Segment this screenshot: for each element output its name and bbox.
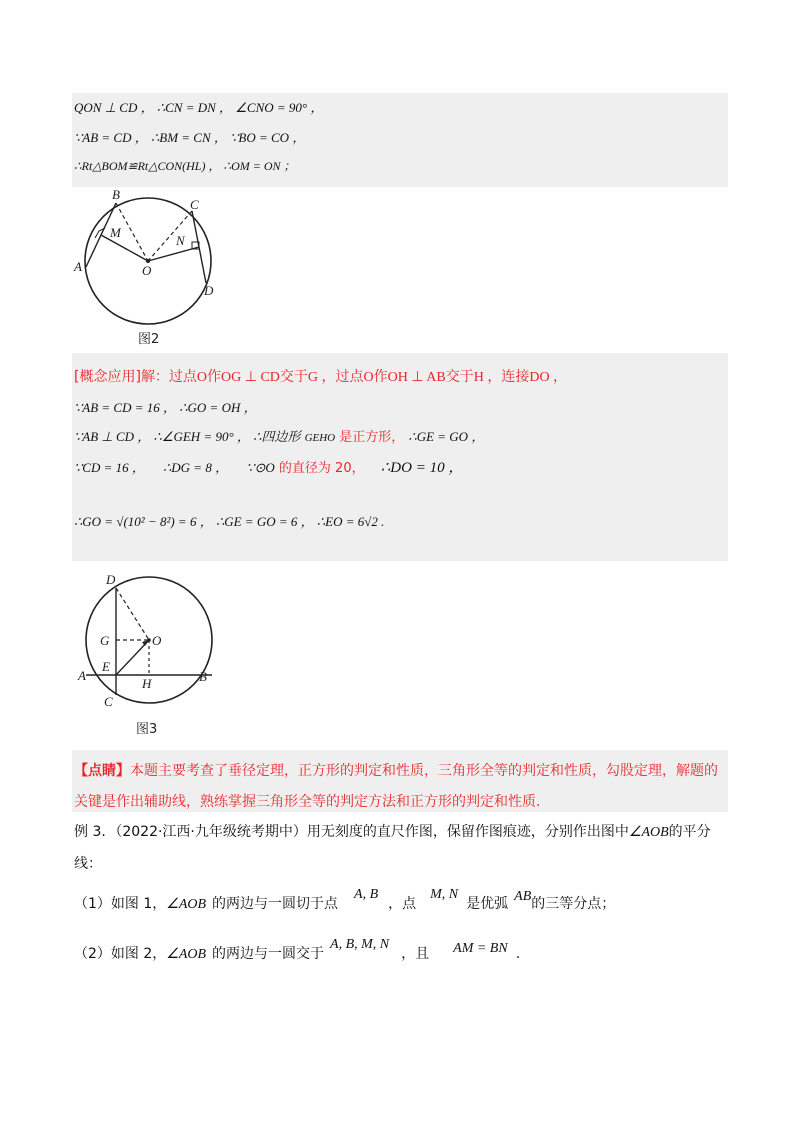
application-line-3 xyxy=(74,426,484,445)
fig2-label-O: O xyxy=(142,263,152,278)
solution-line-1: QON ⊥ CD ， ∴CN = DN ， ∠CNO = 90° ， xyxy=(74,100,324,115)
comment-text-1: 本题主要考查了垂径定理，正方形的判定和性质，三角形全等的判定和性质，勾股定理，解题的 xyxy=(130,763,718,779)
ex3-tail: 的平分 xyxy=(668,824,711,840)
fig2-label-B: B xyxy=(112,187,120,202)
app4-b: ∴DG = 8 ， xyxy=(163,460,229,475)
fig3-label-O: O xyxy=(152,633,162,648)
item1-points-ab: A, B xyxy=(354,887,379,902)
figure-3 xyxy=(72,561,218,743)
item2-angle: ∠AOB xyxy=(166,947,207,962)
item1-prefix: （1）如图 1， xyxy=(74,896,167,912)
item2-period: . xyxy=(515,946,521,962)
ex3-angle: ∠AOB xyxy=(628,825,669,840)
comment-line-1 xyxy=(74,760,718,780)
item2-prefix: （2）如图 2， xyxy=(74,946,167,962)
item1-arc: AB xyxy=(514,889,532,904)
app4-a: ∵CD = 16 ， xyxy=(74,460,145,475)
fig3-caption: 图3 xyxy=(136,722,158,737)
fig2-caption: 图2 xyxy=(138,332,160,347)
figure-2 xyxy=(72,187,224,353)
fig3-label-E: E xyxy=(102,659,110,674)
fig3-label-G: G xyxy=(100,633,110,648)
item1-angle: ∠AOB xyxy=(166,897,207,912)
application-line-4 xyxy=(74,456,463,477)
app3-end: ∴GE = GO ， xyxy=(408,429,485,444)
fig3-label-A: A xyxy=(78,668,86,683)
item2-equation: AM = BN xyxy=(453,941,508,956)
item1-text-b: 的两边与一圆切于点 xyxy=(212,896,339,912)
application-line-5: ∴GO = √(10² − 8²) = 6 ， ∴GE = GO = 6 ， ∴EO = 6√2 . xyxy=(74,514,385,529)
app4-red: 的直径为 20， xyxy=(278,461,365,476)
solution-line-3: ∴Rt△BOM≌Rt△CON(HL) ， ∴OM = ON ； xyxy=(74,159,296,173)
example3-item-2 xyxy=(74,937,521,963)
item2-text-c: ，且 xyxy=(401,946,430,962)
comment-line-2: 关键是作出辅助线，熟练掌握三角形全等的判定方法和正方形的判定和性质. xyxy=(74,794,541,810)
fig3-label-D: D xyxy=(106,572,116,587)
app4-d: ∴DO = 10 ， xyxy=(380,460,464,476)
application-intro: 解：过点O作OG ⊥ CD交于G ，过点O作OH ⊥ AB交于H ，连接DO ， xyxy=(140,370,568,385)
solution-line-2: ∵AB = CD ， ∴BM = CN ， ∵BO = CO ， xyxy=(74,130,306,145)
comment-tag: 【点睛】 xyxy=(74,763,130,779)
fig3-label-H: H xyxy=(142,676,152,691)
item1-text-e: 的三等分点； xyxy=(531,896,616,912)
fig2-label-C: C xyxy=(190,197,199,212)
item1-points-mn: M, N xyxy=(430,887,459,902)
app3-quad: GEHO xyxy=(304,432,336,444)
fig2-label-D: D xyxy=(204,283,214,298)
ex3-intro: 例 3．（2022·江西·九年级统考期中）用无刻度的直尺作图，保留作图痕迹，分别作出图中 xyxy=(74,824,629,840)
app4-c: ∵⊙O xyxy=(246,460,275,475)
fig2-label-M: M xyxy=(110,225,121,240)
fig2-label-N: N xyxy=(176,233,185,248)
app3-red: 是正方形， xyxy=(339,430,405,445)
app3-math: ∵AB ⊥ CD ， ∴∠GEH = 90° ， ∴四边形 xyxy=(74,429,301,444)
item2-points: A, B, M, N xyxy=(330,937,390,952)
item1-text-d: 是优弧 xyxy=(466,896,509,912)
application-tag: [概念应用] xyxy=(74,369,141,385)
example3-line-1 xyxy=(74,821,711,841)
fig2-label-A: A xyxy=(74,259,82,274)
item1-text-c: ，点 xyxy=(388,896,417,912)
fig3-label-C: C xyxy=(104,694,113,709)
fig3-label-B: B xyxy=(199,669,207,684)
item2-text-b: 的两边与一圆交于 xyxy=(212,946,325,962)
application-line-1 xyxy=(74,366,567,386)
example3-line-2: 线： xyxy=(74,856,102,872)
example3-item-1 xyxy=(74,887,616,913)
application-line-2: ∵AB = CD = 16 ， ∴GO = OH ， xyxy=(74,400,257,415)
